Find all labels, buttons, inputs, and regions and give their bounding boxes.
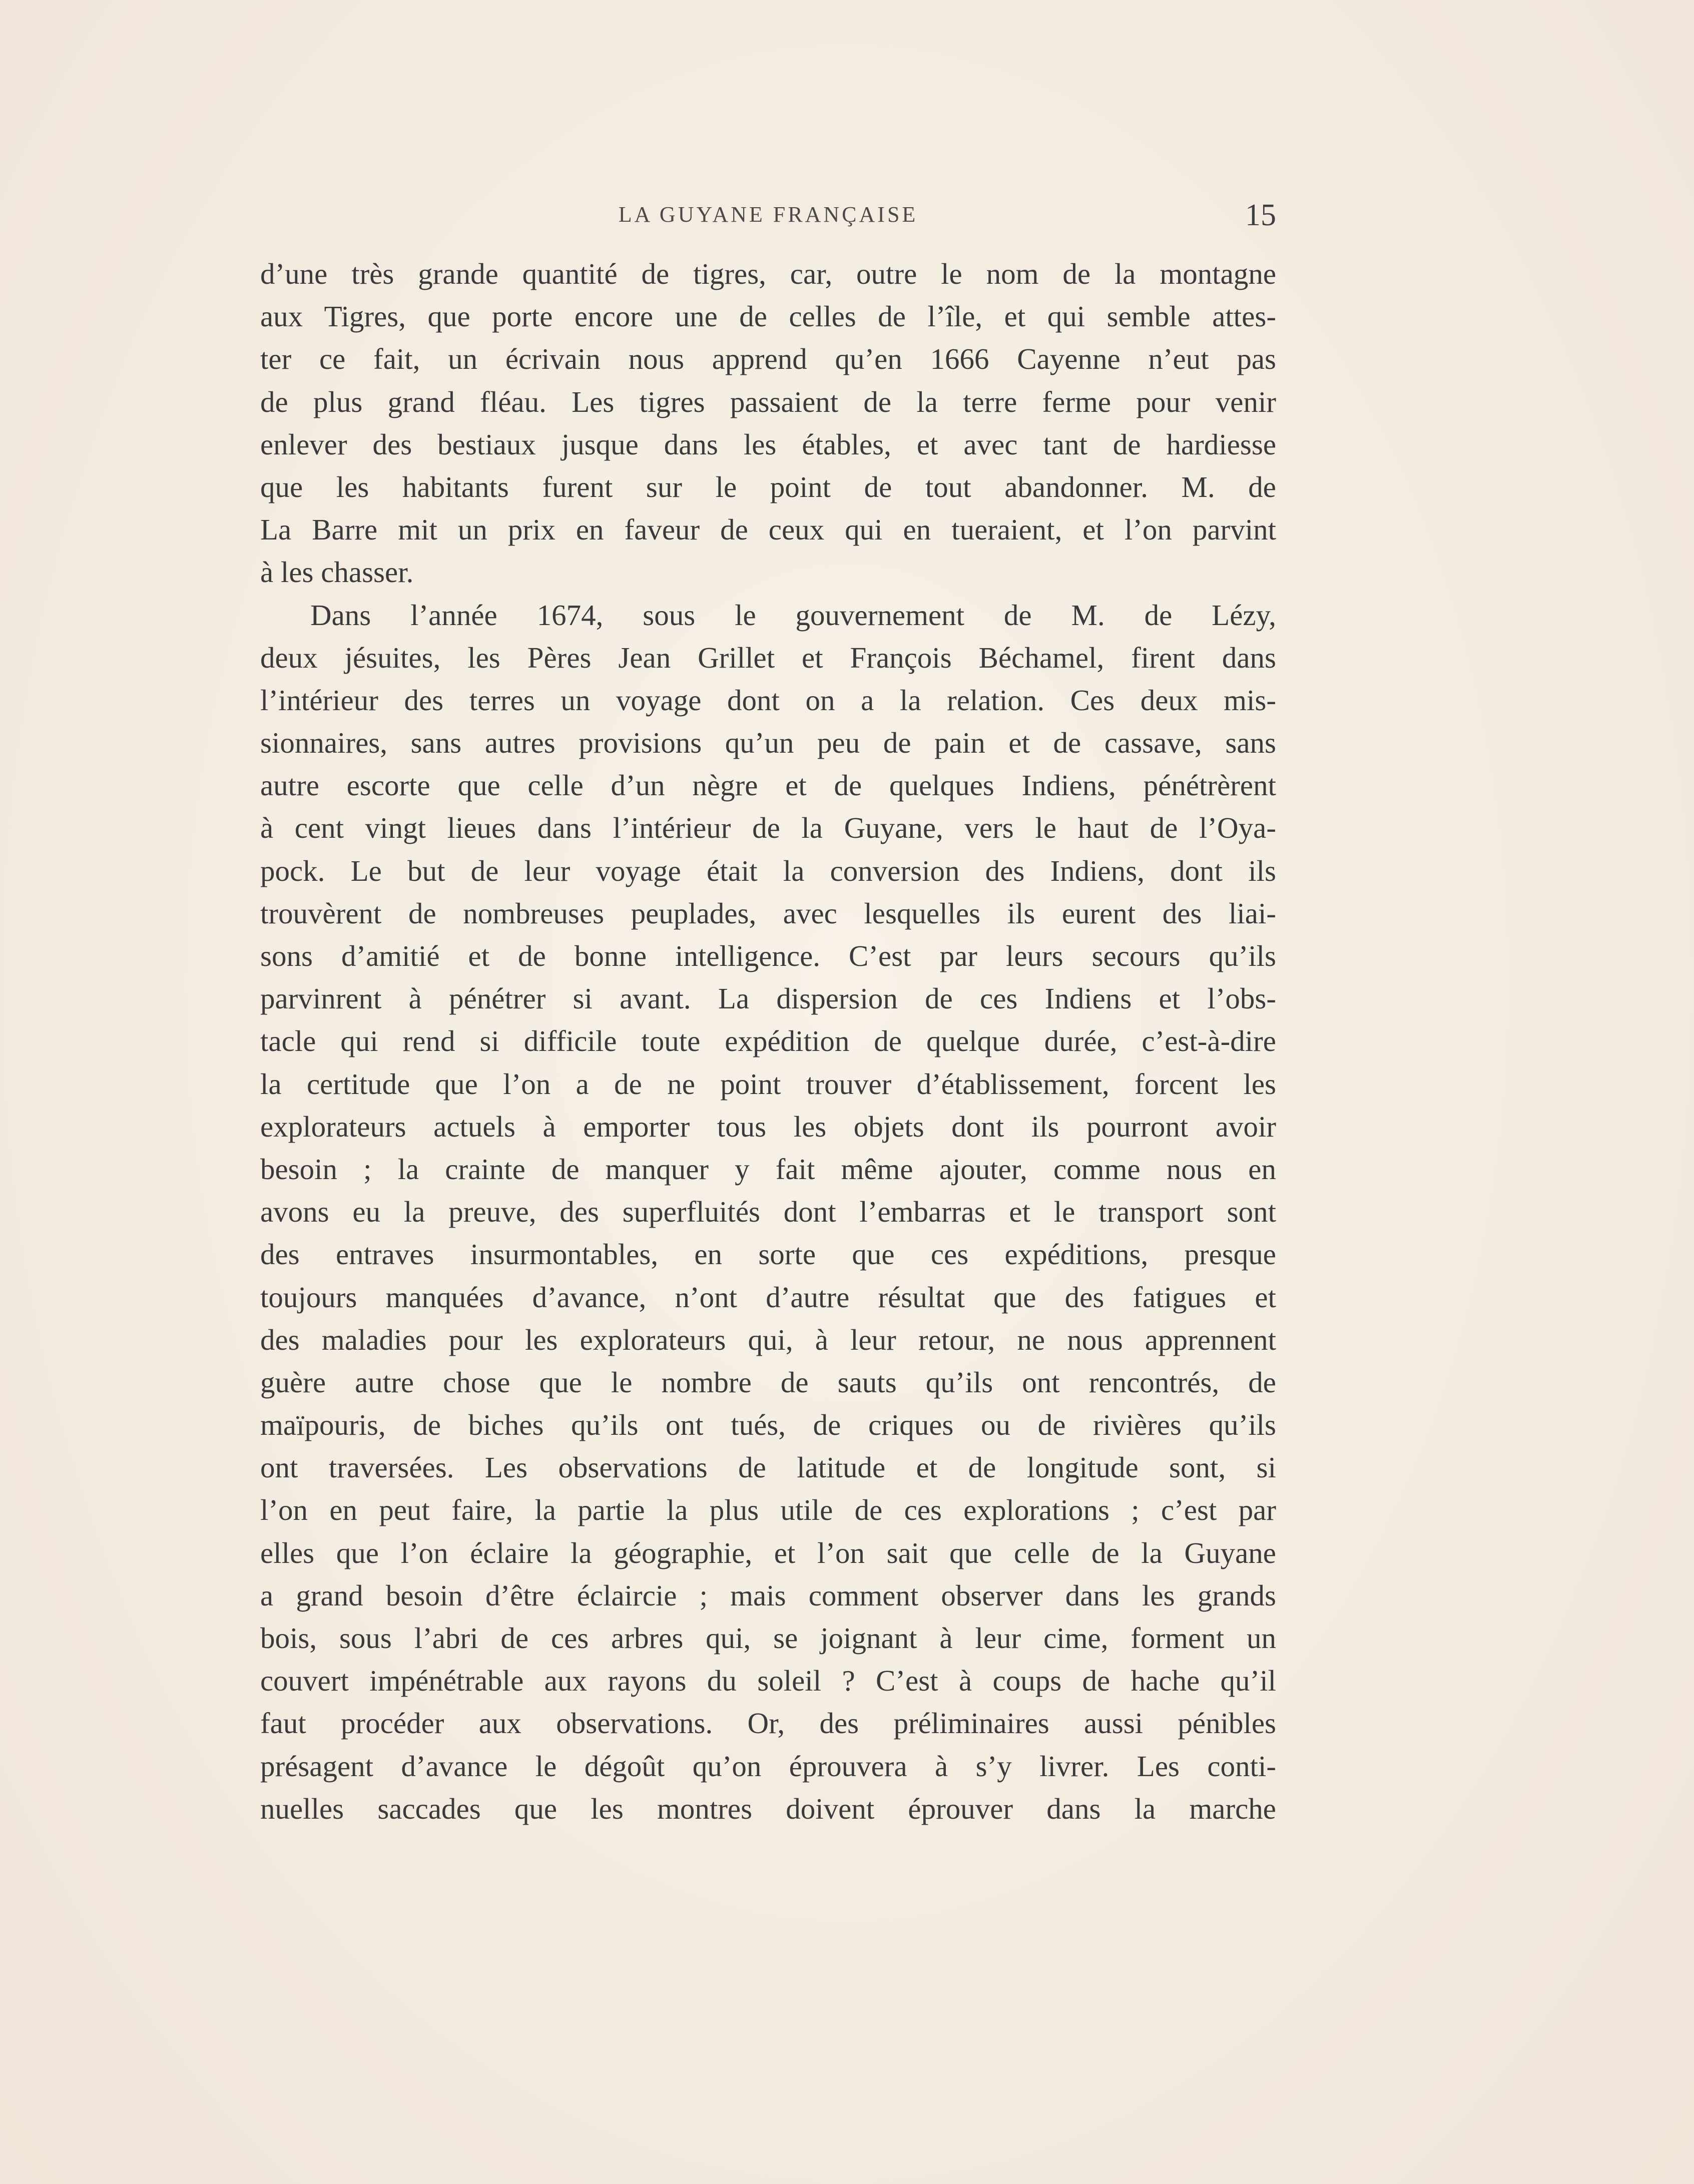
text-line: sionnaires, sans autres provisions qu’un peu de pain et de cassave, sans [260,726,1276,760]
text-line: deux jésuites, les Pères Jean Grillet et François Béchamel, firent dans [260,641,1276,674]
text-line: l’intérieur des terres un voyage dont on a la relation. Ces deux mis- [260,683,1276,717]
text-line: la certitude que l’on a de ne point trouver d’établissement, forcent les [260,1067,1276,1101]
body-text [260,253,1276,1830]
paragraph-start-line: Dans l’année 1674, sous le gouvernement de M. de Lézy, [310,598,1276,632]
text-line: faut procéder aux observations. Or, des préliminaires aussi pénibles [260,1707,1276,1740]
text-line: bois, sous l’abri de ces arbres qui, se joignant à leur cime, forment un [260,1621,1276,1655]
text-line: sons d’amitié et de bonne intelligence. C’est par leurs secours qu’ils [260,939,1276,972]
text-line: trouvèrent de nombreuses peuplades, avec lesquelles ils eurent des liai- [260,896,1276,930]
text-line: présagent d’avance le dégoût qu’on éprouvera à s’y livrer. Les conti- [260,1749,1276,1783]
text-line: La Barre mit un prix en faveur de ceux qui en tueraient, et l’on parvint [260,513,1276,547]
page-number: 15 [1245,198,1276,232]
text-line: ter ce fait, un écrivain nous apprend qu’en 1666 Cayenne n’eut pas [260,342,1276,376]
text-line: que les habitants furent sur le point de tout abandonner. M. de [260,470,1276,503]
text-line: guère autre chose que le nombre de sauts qu’ils ont rencontrés, de [260,1365,1276,1399]
running-head [260,198,1276,233]
text-line: d’une très grande quantité de tigres, car, outre le nom de la montagne [260,257,1276,290]
text-line: autre escorte que celle d’un nègre et de quelques Indiens, pénétrèrent [260,769,1276,802]
paragraph-end-line: à les chasser. [260,556,414,589]
text-line: besoin ; la crainte de manquer y fait même ajouter, comme nous en [260,1152,1276,1186]
text-line: à cent vingt lieues dans l’intérieur de la Guyane, vers le haut de l’Oya- [260,811,1276,845]
text-line: explorateurs actuels à emporter tous les objets dont ils pourront avoir [260,1110,1276,1143]
text-line: des maladies pour les explorateurs qui, à leur retour, ne nous apprennent [260,1323,1276,1356]
running-title: LA GUYANE FRANÇAISE [618,202,918,227]
text-line: avons eu la preuve, des superfluités dont l’embarras et le transport sont [260,1195,1276,1229]
text-line: aux Tigres, que porte encore une de celles de l’île, et qui semble attes- [260,300,1276,333]
text-line: toujours manquées d’avance, n’ont d’autre résultat que des fatigues et [260,1280,1276,1314]
text-line: l’on en peut faire, la partie la plus utile de ces explorations ; c’est par [260,1493,1276,1527]
text-line: a grand besoin d’être éclaircie ; mais comment observer dans les grands [260,1578,1276,1612]
text-line: maïpouris, de biches qu’ils ont tués, de criques ou de rivières qu’ils [260,1408,1276,1442]
text-line: nuelles saccades que les montres doivent éprouver dans la marche [260,1792,1276,1825]
text-line: des entraves insurmontables, en sorte que ces expéditions, presque [260,1238,1276,1271]
text-line: pock. Le but de leur voyage était la conversion des Indiens, dont ils [260,854,1276,887]
text-line: elles que l’on éclaire la géographie, et l’on sait que celle de la Guyane [260,1536,1276,1569]
text-line: parvinrent à pénétrer si avant. La dispersion de ces Indiens et l’obs- [260,982,1276,1015]
text-line: de plus grand fléau. Les tigres passaient de la terre ferme pour venir [260,385,1276,418]
text-line: tacle qui rend si difficile toute expédition de quelque durée, c’est-à-dire [260,1024,1276,1058]
text-line: enlever des bestiaux jusque dans les étables, et avec tant de hardiesse [260,427,1276,461]
text-line: ont traversées. Les observations de latitude et de longitude sont, si [260,1451,1276,1484]
text-line: couvert impénétrable aux rayons du soleil ? C’est à coups de hache qu’il [260,1664,1276,1698]
